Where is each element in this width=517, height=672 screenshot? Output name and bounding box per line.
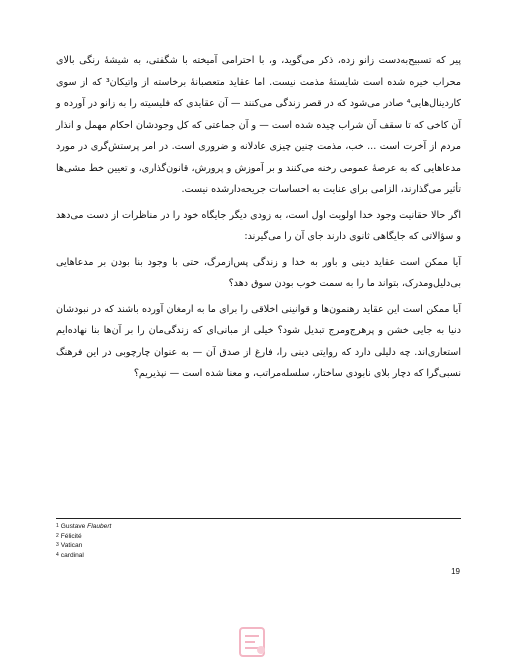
paragraph: اگر حالا حقانیت وجود خدا اولویت اول است، به زودی دیگر جایگاه خود را در مناظرات از دست می‌دهد و سؤالاتی که جایگاهی ثانوی دارند جای آن را می‌گیرند: <box>56 209 461 242</box>
footnotes <box>56 522 356 560</box>
footnote <box>56 541 356 551</box>
footnote-separator <box>56 518 461 519</box>
footnote-text-italic: Flaubert <box>87 523 112 530</box>
footnote-text: Gustave <box>60 523 88 530</box>
footnote-text: cardinal <box>60 551 84 559</box>
footnote <box>56 532 356 542</box>
footnote-number: 1 <box>56 523 59 529</box>
paragraph: آیا ممکن است این عقاید رهنمون‌ها و قوانینی اخلاقی را برای ما به ارمغان آورده باشند که در نبودشان دنیا به جایی خشن و پرهرج‌ومرج تبدیل شود؟ خیلی از مبانی‌ای که زندگی‌مان را بر آن‌ها بنا نهاده‌ایم استعاری‌اند. چه دلیلی دارد که روایتی دینی را، فارغ از صدق آن — به عنوان چارچوبی در این فرهنگ نسبی‌گرا که دچار بلای نابودی ساختار، سلسله‌مراتب، و معنا شده است — نپذیریم؟ <box>56 303 461 379</box>
paragraph: آیا ممکن است عقاید دینی و باور به خدا و زندگی پس‌ازمرگ، حتی با وجود بنا بودن بر مدعاهایی بی‌دلیل‌ومدرک، بتواند ما را به سمت خوب بودن سوق دهد؟ <box>56 256 461 289</box>
footnote-number: 2 <box>56 532 59 539</box>
paragraph: پیر که تسبیح‌به‌دست زانو زده، ذکر می‌گوید، و، با احترامی آمیخته با شگفتی، به شیشهٔ رنگی بالای محراب خیره شده است شایستهٔ مذمت نیست. اما عقاید متعصبانهٔ برخاسته از واتیکان³ که از سوی کاردینال‌هایی⁴ صادر می‌شود که در قصر زندگی می‌کنند — آن عقایدی که فلیسیته را به زانو در آورده و آن کاخی که تا سقف آن شراب چیده شده است — و آن جماعتی که کل وجودشان احکام مهمل و انذار مردم از آخرت است ... خب، مذمت چنین چیزی عادلانه و ضروری است. در امر پرستش‌گری در مورد مدعاهایی که به عرصهٔ عمومی رخنه می‌کنند و بر آموزش و پرورش، قانون‌گذاری، و تعیین خط مشی‌ها تأثیر می‌گذارند، الزامی برای عنایت به احساسات جریحه‌دارشده نیست. <box>56 55 461 195</box>
footnote-number: 4 <box>56 551 59 558</box>
page-number: 19 <box>451 567 460 576</box>
footnote <box>56 551 356 561</box>
footnote-number: 3 <box>56 542 59 548</box>
publisher-logo-icon <box>227 622 277 662</box>
footnote-text: Félicité <box>60 532 82 540</box>
footnote-text: Vatican <box>60 542 83 549</box>
body-text <box>56 50 461 389</box>
footnote <box>56 522 356 532</box>
